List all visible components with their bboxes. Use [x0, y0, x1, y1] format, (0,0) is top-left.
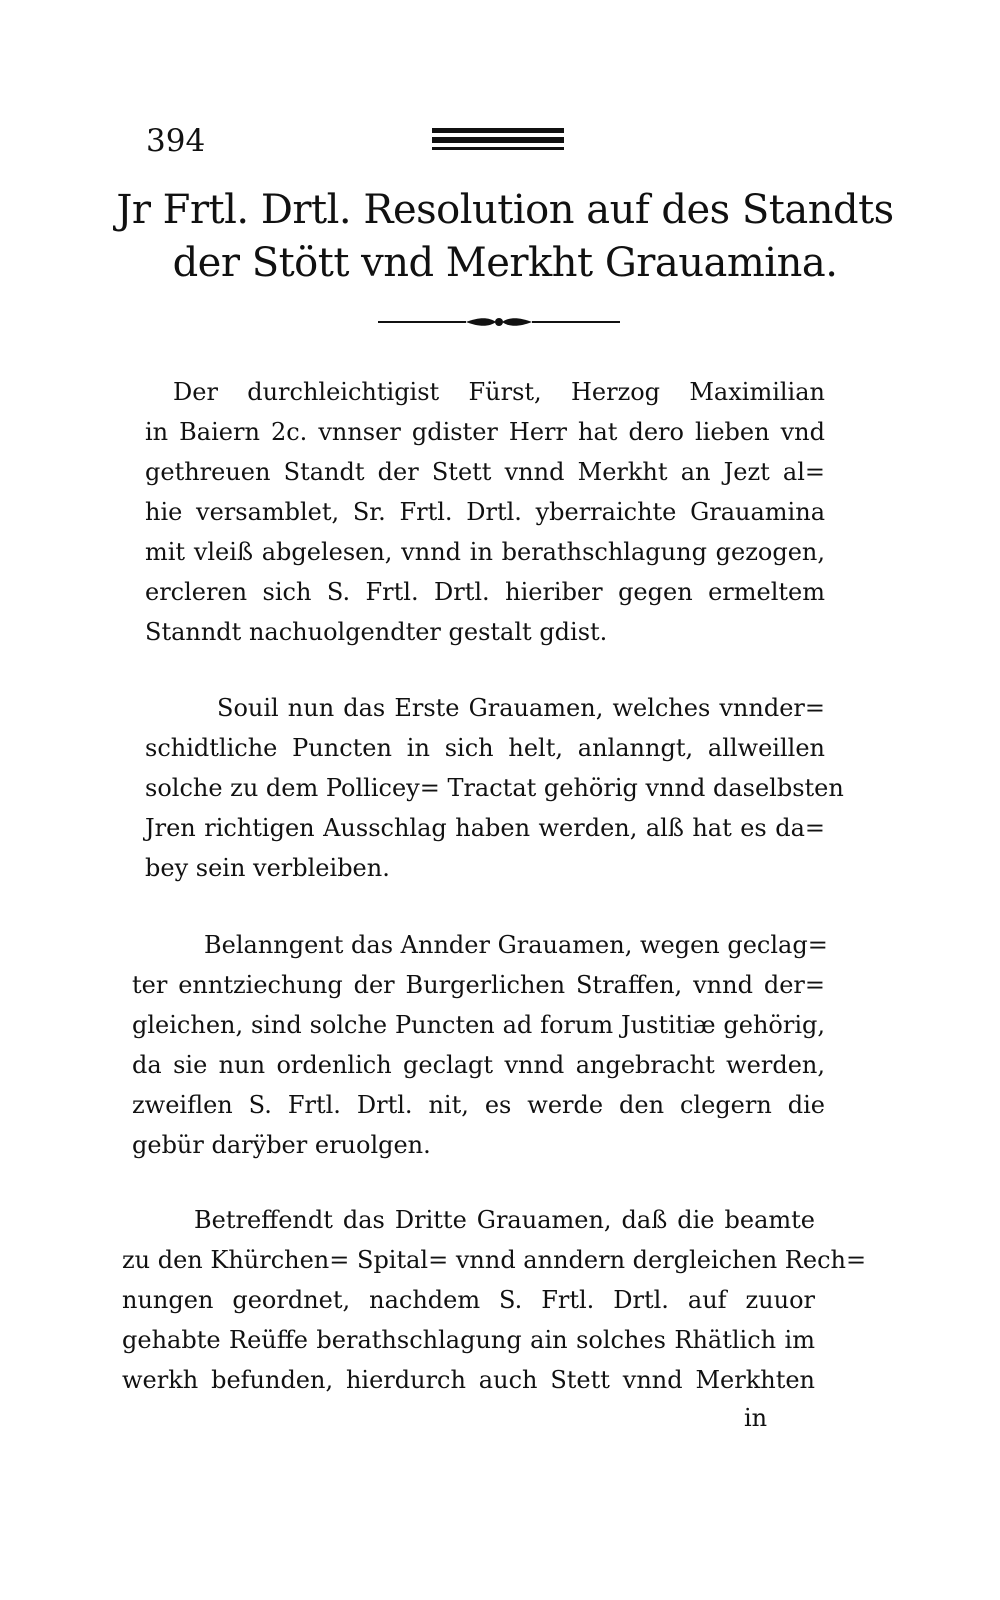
paragraph-line: mit vleiß abgelesen, vnnd in berathschlagung gezogen,	[145, 538, 825, 566]
page-number: 394	[146, 123, 206, 159]
paragraph-line: hie versamblet, Sr. Frtl. Drtl. yberraichte Grauamina	[145, 498, 825, 526]
paragraph-line: Der durchleichtigist Fürst, Herzog Maximilian	[173, 378, 825, 406]
paragraph-line: Jren richtigen Ausschlag haben werden, alß hat es da=	[145, 814, 825, 842]
paragraph-line: gleichen, sind solche Puncten ad forum Justitiæ gehörig,	[132, 1011, 825, 1039]
paragraph-line: bey sein verbleiben.	[145, 854, 390, 882]
header-rule-bar-middle	[432, 137, 564, 143]
paragraph-line: nungen geordnet, nachdem S. Frtl. Drtl. auf zuuor	[122, 1286, 815, 1314]
catchword: in	[744, 1404, 768, 1432]
paragraph-line: ter enntziechung der Burgerlichen Straffen, vnnd der=	[132, 971, 825, 999]
paragraph-3	[132, 925, 828, 1165]
paragraph-line: Stanndt nachuolgendter gestalt gdist.	[145, 618, 608, 646]
paragraph-line: ercleren sich S. Frtl. Drtl. hieriber gegen ermeltem	[145, 578, 825, 606]
paragraph-line: schidtliche Puncten in sich helt, anlanngt, allweillen	[145, 734, 825, 762]
paragraph-line: werkh befunden, hierdurch auch Stett vnnd Merkhten	[122, 1366, 815, 1394]
paragraph-line: Betreffendt das Dritte Grauamen, daß die beamte	[194, 1206, 815, 1234]
header-rule	[432, 128, 564, 156]
paragraph-line: Belanngent das Annder Grauamen, wegen geclag=	[204, 931, 828, 959]
paragraph-line: solche zu dem Pollicey= Tractat gehörig vnnd daselbsten	[145, 774, 844, 802]
paragraph-line: gethreuen Standt der Stett vnnd Merkht an Jezt al=	[145, 458, 825, 486]
paragraph-line: zu den Khürchen= Spital= vnnd anndern dergleichen Rech=	[122, 1246, 867, 1274]
paragraph-line: in Baiern 2c. vnnser gdister Herr hat dero lieben vnd	[145, 418, 825, 446]
paragraph-line: Souil nun das Erste Grauamen, welches vnnder=	[217, 694, 825, 722]
paragraph-2	[145, 688, 844, 888]
title-ornament	[378, 316, 620, 328]
paragraph-4	[122, 1200, 867, 1400]
paragraph-line: gebür darÿber eruolgen.	[132, 1131, 431, 1159]
title-line-2: der Stött vnd Merkht Grauamina.	[172, 240, 838, 286]
paragraph-1	[145, 372, 825, 652]
paragraph-line: zweiflen S. Frtl. Drtl. nit, es werde den clegern die	[132, 1091, 825, 1119]
title-line-1: Jr Frtl. Drtl. Resolution auf des Standts	[116, 187, 894, 233]
header-rule-bar-bottom	[432, 147, 564, 150]
header-rule-bar-top	[432, 128, 564, 133]
paragraph-line: da sie nun ordenlich geclagt vnnd angebracht werden,	[132, 1051, 825, 1079]
paragraph-line: gehabte Reüffe berathschlagung ain solches Rhätlich im	[122, 1326, 815, 1354]
